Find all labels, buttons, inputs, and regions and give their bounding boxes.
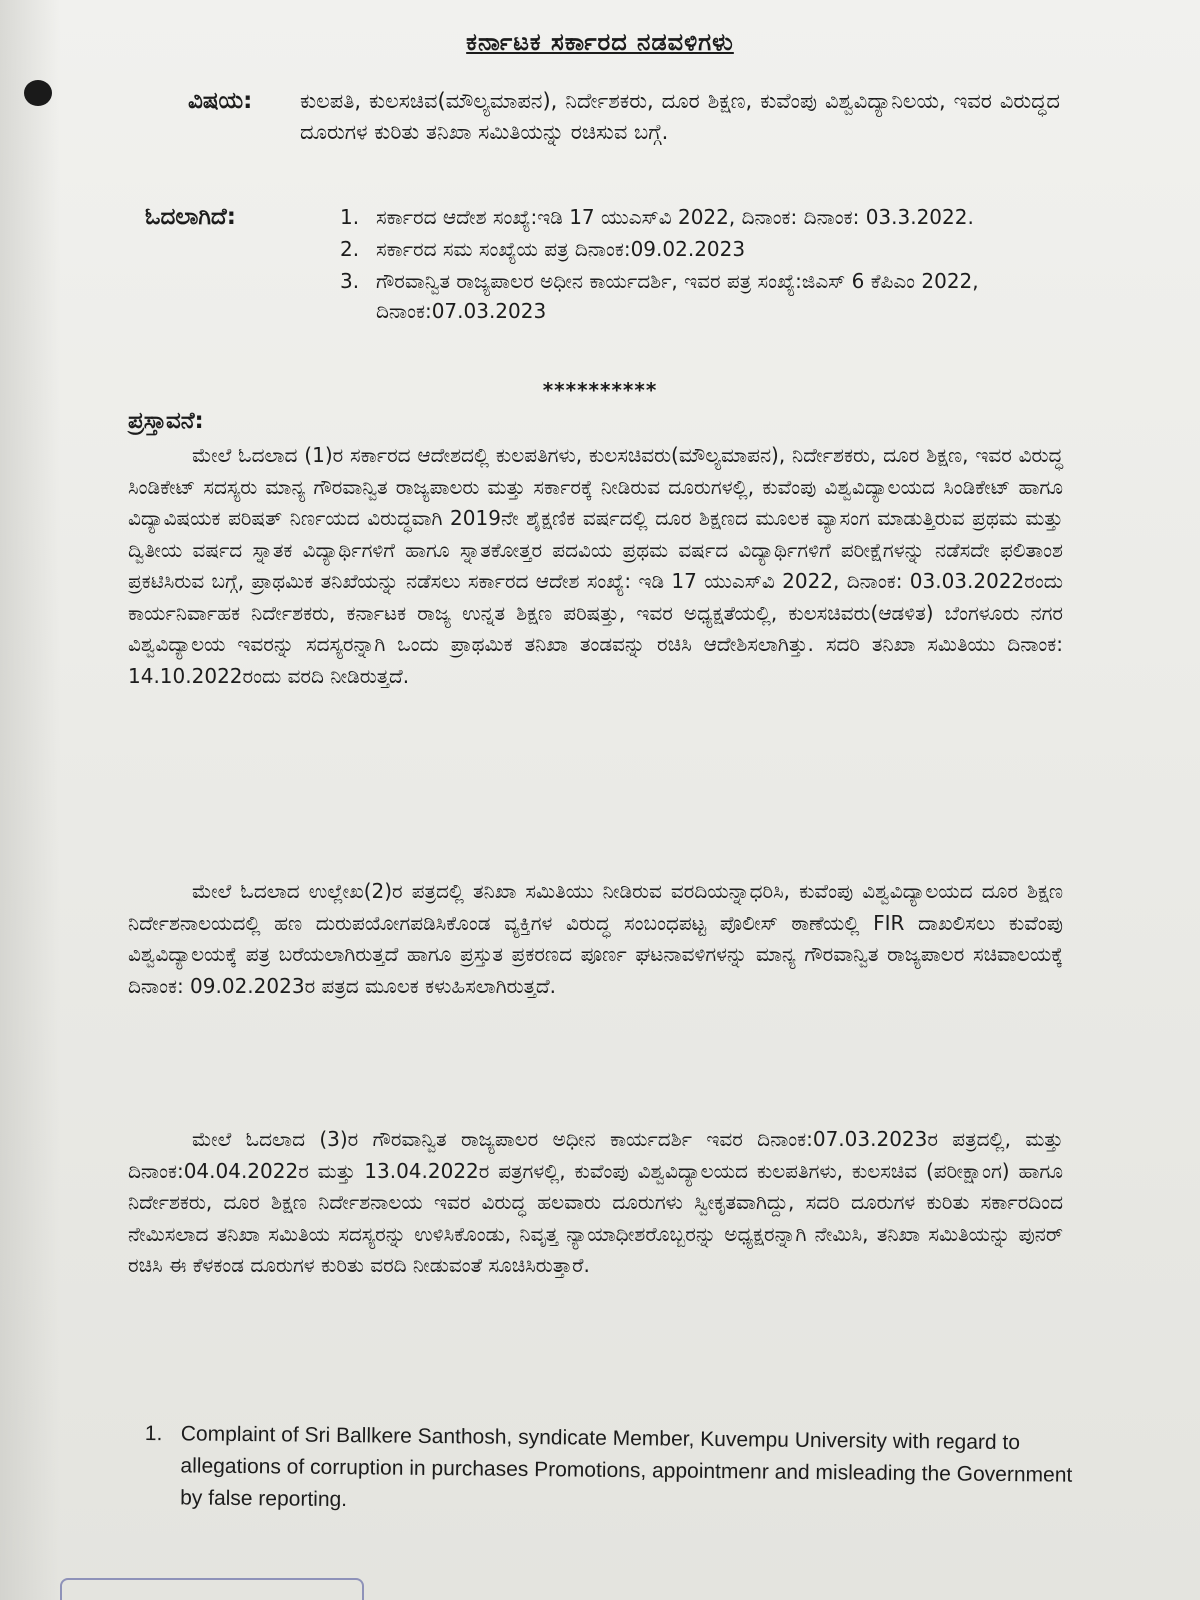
reference-text: ಸರ್ಕಾರದ ಸಮ ಸಂಖ್ಯೆಯ ಪತ್ರ ದಿನಾಂಕ:09.02.2023 [376,237,746,261]
subject-label: ವಿಷಯ: [188,88,253,114]
references-label: ಓದಲಾಗಿದೆ: [145,204,236,230]
subject-text: ಕುಲಪತಿ, ಕುಲಸಚಿವ(ಮೌಲ್ಯಮಾಪನ), ನಿರ್ದೇಶಕರು, ದೂರ ಶಿಕ್ಷಣ, ಕುವೆಂಪು ವಿಶ್ವವಿದ್ಯಾನಿಲಯ, ಇವರ ವಿರುದ್ಧದ ದೂರುಗಳ ಕುರಿತು ತನಿಖಾ ಸಮಿತಿಯನ್ನು ರಚಿಸುವ ಬಗ್ಗೆ. [300,89,1060,144]
reference-number: 3. [340,269,360,293]
paragraph-1: ಮೇಲೆ ಓದಲಾದ (1)ರ ಸರ್ಕಾರದ ಆದೇಶದಲ್ಲಿ ಕುಲಪತಿಗಳು, ಕುಲಸಚಿವರು(ಮೌಲ್ಯಮಾಪನ), ನಿರ್ದೇಶಕರು, ದೂರ ಶಿಕ್ಷಣ, ಇವರ ವಿರುದ್ಧ ಸಿಂಡಿಕೇಟ್ ಸದಸ್ಯರು ಮಾನ್ಯ ಗೌರವಾನ್ವಿತ ರಾಜ್ಯಪಾಲರು ಮತ್ತು ಸರ್ಕಾರಕ್ಕೆ ನೀಡಿರುವ ದೂರುಗಳಲ್ಲಿ, ಕುವೆಂಪು ವಿಶ್ವವಿದ್ಯಾಲಯದ ಸಿಂಡಿಕೇಟ್ ಹಾಗೂ ವಿದ್ಯಾವಿಷಯಕ ಪರಿಷತ್ ನಿರ್ಣಯದ ವಿರುದ್ಧವಾಗಿ 2019ನೇ ಶೈಕ್ಷಣಿಕ ವರ್ಷದಲ್ಲಿ ದೂರ ಶಿಕ್ಷಣದ ಮೂಲಕ ವ್ಯಾಸಂಗ ಮಾಡುತ್ತಿರುವ ಪ್ರಥಮ ಮತ್ತು ದ್ವಿತೀಯ ವರ್ಷದ ಸ್ನಾತಕ ವಿದ್ಯಾರ್ಥಿಗಳಿಗೆ ಹಾಗೂ ಸ್ನಾತಕೋತ್ತರ ಪದವಿಯ ಪ್ರಥಮ ವರ್ಷದ ವಿದ್ಯಾರ್ಥಿಗಳಿಗೆ ಪರೀಕ್ಷೆಗಳನ್ನು ನಡೆಸದೇ ಫಲಿತಾಂಶ ಪ್ರಕಟಿಸಿರುವ ಬಗ್ಗೆ, ಪ್ರಾಥಮಿಕ ತನಿಖೆಯನ್ನು ನಡೆಸಲು ಸರ್ಕಾರದ ಆದೇಶ ಸಂಖ್ಯೆ: ಇಡಿ 17 ಯುಎಸ್‌ವಿ 2022, ದಿನಾಂಕ: 03.03.2022ರಂದು ಕಾರ್ಯನಿರ್ವಾಹಕ ನಿರ್ದೇಶಕರು, ಕರ್ನಾಟಕ ರಾಜ್ಯ ಉನ್ನತ ಶಿಕ್ಷಣ ಪರಿಷತ್ತು, ಇವರ ಅಧ್ಯಕ್ಷತೆಯಲ್ಲಿ, ಕುಲಸಚಿವರು(ಆಡಳಿತ) ಬೆಂಗಳೂರು ನಗರ ವಿಶ್ವವಿದ್ಯಾಲಯ ಇವರನ್ನು ಸದಸ್ಯರನ್ನಾಗಿ ಒಂದು ಪ್ರಾಥಮಿಕ ತನಿಖಾ ತಂಡವನ್ನು ರಚಿಸಿ ಆದೇಶಿಸಲಾಗಿತ್ತು. ಸದರಿ ತನಿಖಾ ಸಮಿತಿಯು ದಿನಾಂಕ: 14.10.2022ರಂದು ವರದಿ ನೀಡಿರುತ್ತದೆ. [128,443,1063,688]
reference-item [340,234,1040,264]
preamble-label: ಪ್ರಸ್ತಾವನೆ: [128,408,204,434]
page-shadow [0,0,60,1600]
complaint-number: 1. [144,1421,163,1446]
references-list [340,202,1040,328]
reference-number: 1. [340,205,360,229]
document-title: ಕರ್ನಾಟಕ ಸರ್ಕಾರದ ನಡವಳಿಗಳು [466,28,734,56]
stamp-edge [60,1578,364,1600]
reference-number: 2. [340,237,360,261]
reference-item [340,266,1040,326]
paragraph-3: ಮೇಲೆ ಓದಲಾದ (3)ರ ಗೌರವಾನ್ವಿತ ರಾಜ್ಯಪಾಲರ ಅಧೀನ ಕಾರ್ಯದರ್ಶಿ ಇವರ ದಿನಾಂಕ:07.03.2023ರ ಪತ್ರದಲ್ಲಿ, ಮತ್ತು ದಿನಾಂಕ:04.04.2022ರ ಮತ್ತು 13.04.2022ರ ಪತ್ರಗಳಲ್ಲಿ, ಕುವೆಂಪು ವಿಶ್ವವಿದ್ಯಾಲಯದ ಕುಲಪತಿಗಳು, ಕುಲಸಚಿವ (ಪರೀಕ್ಷಾಂಗ) ಹಾಗೂ ನಿರ್ದೇಶಕರು, ದೂರ ಶಿಕ್ಷಣ ನಿರ್ದೇಶನಾಲಯ ಇವರ ವಿರುದ್ಧ ಹಲವಾರು ದೂರುಗಳು ಸ್ವೀಕೃತವಾಗಿದ್ದು, ಸದರಿ ದೂರುಗಳ ಕುರಿತು ಸರ್ಕಾರದಿಂದ ನೇಮಿಸಲಾದ ತನಿಖಾ ಸಮಿತಿಯ ಸದಸ್ಯರನ್ನು ಉಳಿಸಿಕೊಂಡು, ನಿವೃತ್ತ ನ್ಯಾಯಾಧೀಶರೊಬ್ಬರನ್ನು ಅಧ್ಯಕ್ಷರನ್ನಾಗಿ ನೇಮಿಸಿ, ತನಿಖಾ ಸಮಿತಿಯನ್ನು ಪುನರ್ ರಚಿಸಿ ಈ ಕೆಳಕಂಡ ದೂರುಗಳ ಕುರಿತು ವರದಿ ನೀಡುವಂತೆ ಸೂಚಿಸಿರುತ್ತಾರೆ. [128,1127,1064,1277]
complaint-item [144,1418,1090,1524]
reference-text: ಸರ್ಕಾರದ ಆದೇಶ ಸಂಖ್ಯೆ:ಇಡಿ 17 ಯುಎಸ್‌ವಿ 2022, ದಿನಾಂಕ: ದಿನಾಂಕ: 03.3.2022. [376,205,974,229]
section-divider: ********** [542,378,658,402]
reference-item [340,202,1040,232]
reference-text: ಗೌರವಾನ್ವಿತ ರಾಜ್ಯಪಾಲರ ಅಧೀನ ಕಾರ್ಯದರ್ಶಿ, ಇವರ ಪತ್ರ ಸಂಖ್ಯೆ:ಜಿಎಸ್ 6 ಕೆಪಿಎಂ 2022, ದಿನಾಂಕ:07.03.2023 [376,269,979,323]
complaint-text: Complaint of Sri Ballkere Santhosh, syndicate Member, Kuvempu University with regard to allegations of corruption in purchases Promotions, appointmenr and misleading the Government by false reporting. [180,1422,1073,1512]
punch-hole [24,80,52,106]
paragraph-2: ಮೇಲೆ ಓದಲಾದ ಉಲ್ಲೇಖ(2)ರ ಪತ್ರದಲ್ಲಿ ತನಿಖಾ ಸಮಿತಿಯು ನೀಡಿರುವ ವರದಿಯನ್ನಾಧರಿಸಿ, ಕುವೆಂಪು ವಿಶ್ವವಿದ್ಯಾಲಯದ ದೂರ ಶಿಕ್ಷಣ ನಿರ್ದೇಶನಾಲಯದಲ್ಲಿ ಹಣ ದುರುಪಯೋಗಪಡಿಸಿಕೊಂಡ ವ್ಯಕ್ತಿಗಳ ವಿರುದ್ಧ ಸಂಬಂಧಪಟ್ಟ ಪೊಲೀಸ್ ಠಾಣೆಯಲ್ಲಿ FIR ದಾಖಲಿಸಲು ಕುವೆಂಪು ವಿಶ್ವವಿದ್ಯಾಲಯಕ್ಕೆ ಪತ್ರ ಬರೆಯಲಾಗಿರುತ್ತದೆ ಹಾಗೂ ಪ್ರಸ್ತುತ ಪ್ರಕರಣದ ಪೂರ್ಣ ಘಟನಾವಳಿಗಳನ್ನು ಮಾನ್ಯ ಗೌರವಾನ್ವಿತ ರಾಜ್ಯಪಾಲರ ಸಚಿವಾಲಯಕ್ಕೆ ದಿನಾಂಕ: 09.02.2023ರ ಪತ್ರದ ಮೂಲಕ ಕಳುಹಿಸಲಾಗಿರುತ್ತದೆ. [128,879,1063,998]
